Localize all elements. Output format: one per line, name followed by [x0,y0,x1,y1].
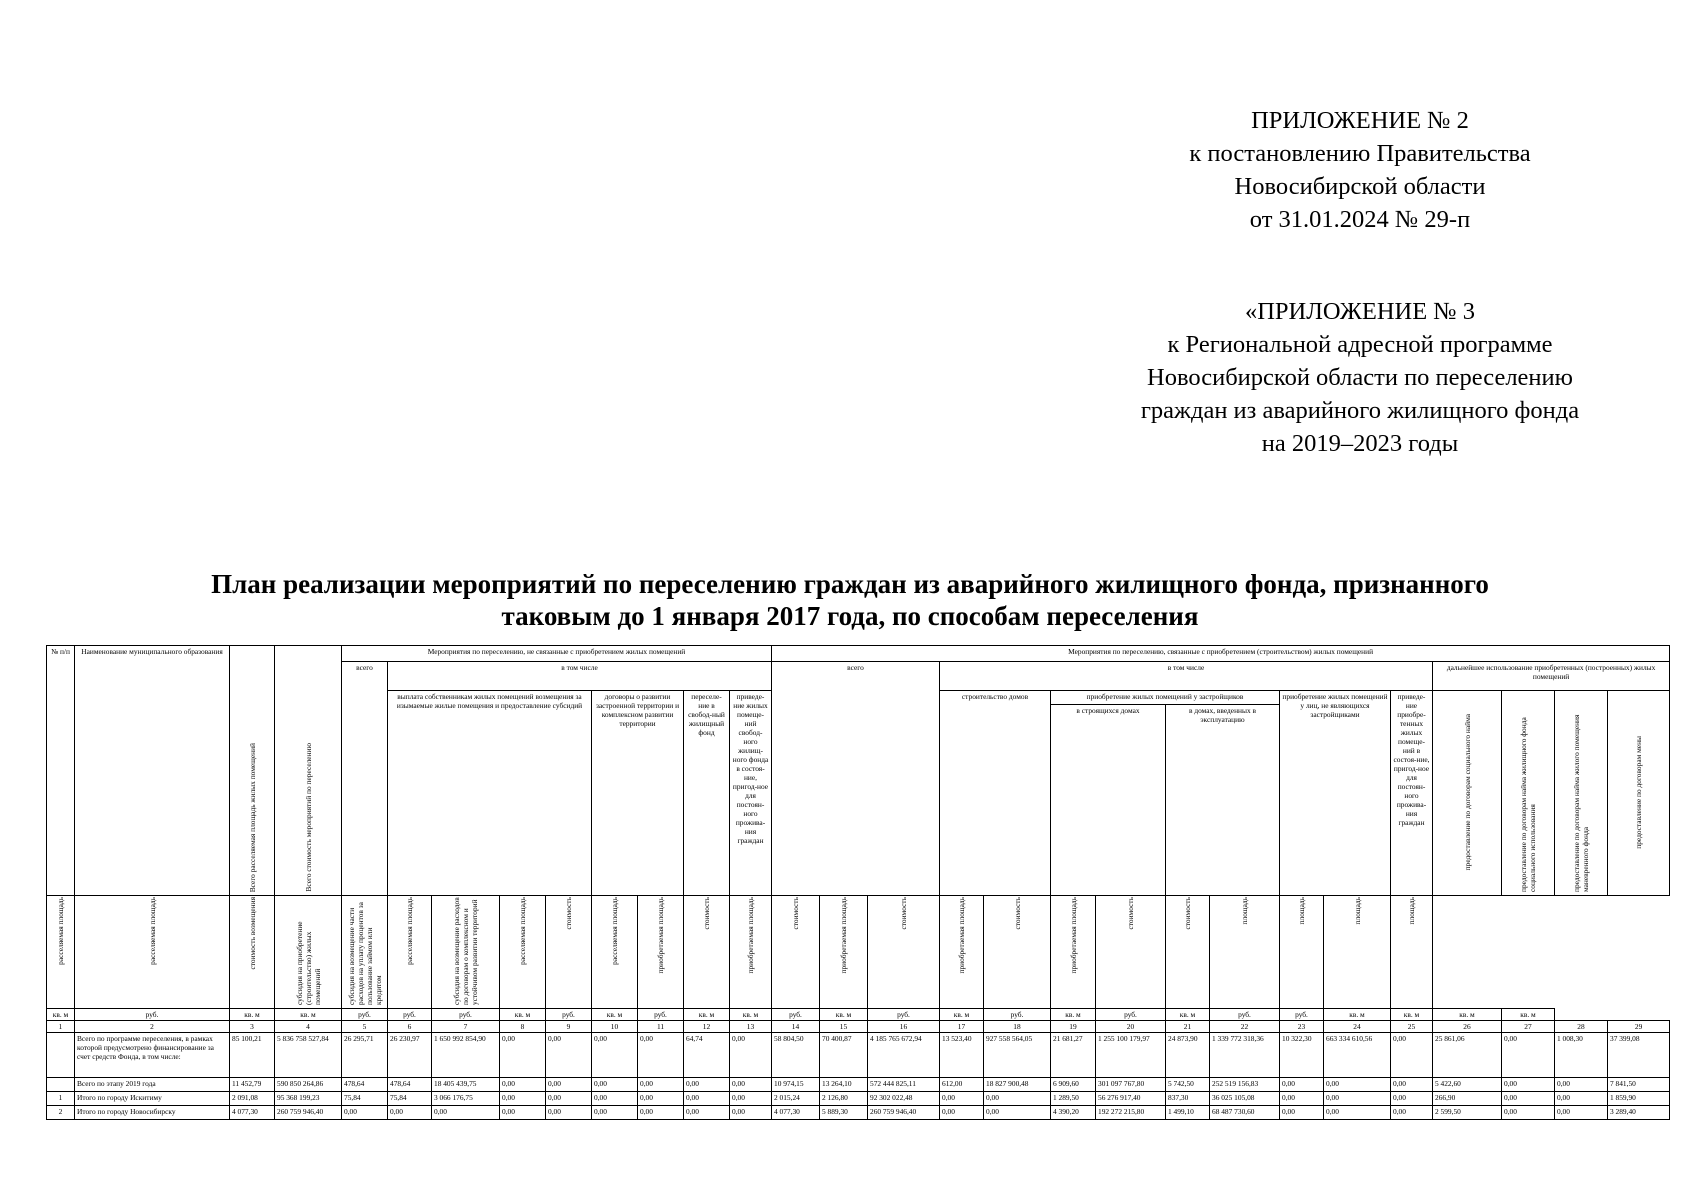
value-cell: 4 185 765 672,94 [868,1033,940,1078]
value-cell: 0,00 [684,1092,730,1106]
th-unit-3: кв. м [47,1009,75,1021]
value-cell: 192 272 215,80 [1096,1106,1166,1120]
th-sub-10: расселяемая площадь [388,896,432,1009]
appendix-3-line-1: «ПРИЛОЖЕНИЕ № 3 [1244,298,1476,325]
appendix-2-line-3: Новосибирской области [1234,173,1486,200]
th-commercial-social: предоставление по договорам найма жилищного фонда социального использования [1502,691,1555,896]
value-cell: 0,00 [730,1033,772,1078]
value-cell: 0,00 [1555,1092,1608,1106]
value-cell: 5 742,50 [1166,1078,1210,1092]
th-unit-19: кв. м [940,1009,984,1021]
value-cell: 3 289,40 [1608,1106,1670,1120]
value-cell: 0,00 [1502,1092,1555,1106]
th-sub-29: площадь [1391,896,1433,1009]
column-number: 27 [1502,1021,1555,1033]
value-cell: 36 025 105,08 [1210,1092,1280,1106]
th-unit-9: руб. [432,1009,500,1021]
th-unit-27: кв. м [1391,1009,1433,1021]
th-sub-24: стоимость [1096,896,1166,1009]
th-not-related-total: всего [342,662,388,896]
column-number: 19 [1051,1021,1096,1033]
value-cell: 301 097 767,80 [1096,1078,1166,1092]
th-unit-20: руб. [984,1009,1051,1021]
appendix-3-line-3: Новосибирской области по переселению [1147,364,1573,391]
value-cell: 0,00 [684,1078,730,1092]
th-sub-5: расселяемая площадь [47,896,75,1009]
value-cell: 1 008,30 [1555,1033,1608,1078]
row-number-cell [47,1033,75,1078]
column-number: 18 [984,1021,1051,1033]
value-cell: 0,00 [592,1106,638,1120]
th-sub-18: стоимость [772,896,820,1009]
plan-title [40,568,1660,632]
value-cell: 0,00 [984,1106,1051,1120]
table-row [47,1078,1670,1092]
value-cell: 0,00 [592,1033,638,1078]
th-sub-7: стоимость возмещения [230,896,275,1009]
th-bring-bought: приведе-ние приобре-тенных жилых помеще-ний в состоя-ние, пригод-ное для постоян-ного прожива-ния граждан [1391,691,1433,896]
column-number: 2 [75,1021,230,1033]
value-cell: 0,00 [730,1078,772,1092]
value-cell: 266,90 [1433,1092,1502,1106]
th-sub-20: стоимость [868,896,940,1009]
value-cell: 0,00 [500,1092,546,1106]
column-number: 11 [638,1021,684,1033]
value-cell: 75,84 [342,1092,388,1106]
value-cell: 837,30 [1166,1092,1210,1106]
value-cell: 37 399,08 [1608,1033,1670,1078]
th-unit-17: кв. м [820,1009,868,1021]
column-number: 8 [500,1021,546,1033]
value-cell: 5 889,30 [820,1106,868,1120]
value-cell: 0,00 [500,1106,546,1120]
appendix-2-line-4: от 31.01.2024 № 29-п [1249,206,1471,233]
th-sub-15: приобретаемая площадь [638,896,684,1009]
value-cell: 2 599,50 [1433,1106,1502,1120]
value-cell: 2 091,08 [230,1092,275,1106]
value-cell: 0,00 [1502,1106,1555,1120]
th-unit-5: кв. м [230,1009,275,1021]
value-cell: 663 334 610,56 [1324,1033,1391,1078]
table-row [47,1106,1670,1120]
value-cell: 252 519 156,83 [1210,1078,1280,1092]
value-cell: 0,00 [984,1092,1051,1106]
th-unit-13: руб. [638,1009,684,1021]
th-sub-8: субсидия на приобретение (строительство) жилых помещений [275,896,342,1009]
value-cell: 0,00 [546,1033,592,1078]
column-number: 26 [1433,1021,1502,1033]
municipality-cell: Итого по городу Искитиму [75,1092,230,1106]
th-unit-12: кв. м [592,1009,638,1021]
value-cell: 25 861,06 [1433,1033,1502,1078]
value-cell: 0,00 [546,1106,592,1120]
value-cell: 18 405 439,75 [432,1078,500,1092]
value-cell: 26 230,97 [388,1033,432,1078]
th-sub-16: стоимость [684,896,730,1009]
value-cell: 0,00 [1391,1033,1433,1078]
municipality-cell: Всего по этапу 2019 года [75,1078,230,1092]
th-unit-14: кв. м [684,1009,730,1021]
th-unit-11: руб. [546,1009,592,1021]
value-cell: 10 322,30 [1280,1033,1324,1078]
th-sub-12: расселяемая площадь [500,896,546,1009]
value-cell: 70 400,87 [820,1033,868,1078]
th-sub-25: стоимость [1166,896,1210,1009]
th-related: Мероприятия по переселению, связанные с приобретением (строительством) жилых помещений [772,646,1670,662]
value-cell: 0,00 [1324,1106,1391,1120]
value-cell: 2 015,24 [772,1092,820,1106]
value-cell: 1 650 992 854,90 [432,1033,500,1078]
value-cell: 2 126,80 [820,1092,868,1106]
value-cell: 0,00 [940,1106,984,1120]
th-unit-29: кв. м [1502,1009,1555,1021]
th-unit-10: кв. м [500,1009,546,1021]
th-sub-14: расселяемая площадь [592,896,638,1009]
value-cell: 0,00 [638,1078,684,1092]
value-cell: 612,00 [940,1078,984,1092]
column-number: 24 [1324,1021,1391,1033]
column-number: 17 [940,1021,984,1033]
value-cell: 0,00 [1280,1092,1324,1106]
value-cell: 1 499,10 [1166,1106,1210,1120]
th-unit-16: руб. [772,1009,820,1021]
th-sub-22: стоимость [984,896,1051,1009]
column-number: 4 [275,1021,342,1033]
value-cell: 0,00 [730,1106,772,1120]
th-sub-21: приобретаемая площадь [940,896,984,1009]
value-cell: 478,64 [342,1078,388,1092]
value-cell: 572 444 825,11 [868,1078,940,1092]
th-sub-11: субсидия на возмещение расходов по договорам о комплексном и устойчивом развитии территорий [432,896,500,1009]
th-buy-dev: приобретение жилых помещений у застройщиков [1051,691,1280,705]
value-cell: 5 836 758 527,84 [275,1033,342,1078]
plan-table [46,645,1670,1120]
value-cell: 4 077,30 [772,1106,820,1120]
row-number-cell: 1 [47,1092,75,1106]
value-cell: 7 841,50 [1608,1078,1670,1092]
value-cell: 68 487 730,60 [1210,1106,1280,1120]
th-unit-6: кв. м [275,1009,342,1021]
value-cell: 0,00 [500,1078,546,1092]
column-number: 21 [1166,1021,1210,1033]
column-number: 28 [1555,1021,1608,1033]
appendix-2-line-2: к постановлению Правительства [1189,140,1531,167]
value-cell: 0,00 [592,1092,638,1106]
column-number: 1 [47,1021,75,1033]
th-unit-25: руб. [1280,1009,1324,1021]
th-build: строительство домов [940,691,1051,896]
value-cell: 11 452,79 [230,1078,275,1092]
column-number: 22 [1210,1021,1280,1033]
value-cell: 1 859,90 [1608,1092,1670,1106]
th-dev-contracts: договоры о развитии застроенной территории и комплексном развитии территории [592,691,684,896]
value-cell: 0,00 [432,1106,500,1120]
column-number: 13 [730,1021,772,1033]
value-cell: 0,00 [684,1106,730,1120]
value-cell: 0,00 [546,1092,592,1106]
value-cell: 0,00 [638,1033,684,1078]
th-num: № п/п [47,646,75,896]
th-unit-15: кв. м [730,1009,772,1021]
th-related-total: всего [772,662,940,896]
column-number: 20 [1096,1021,1166,1033]
value-cell: 92 302 022,48 [868,1092,940,1106]
th-unit-28: кв. м [1433,1009,1502,1021]
value-cell: 3 066 176,75 [432,1092,500,1106]
row-number-cell [47,1078,75,1092]
th-unit-8: руб. [388,1009,432,1021]
th-unit-26: кв. м [1324,1009,1391,1021]
value-cell: 0,00 [1280,1106,1324,1120]
plan-title-line-2: таковым до 1 января 2017 года, по способам переселения [501,601,1199,631]
column-number: 7 [432,1021,500,1033]
th-related-incl: в том числе [940,662,1433,691]
value-cell: 13 523,40 [940,1033,984,1078]
th-sub-6: расселяемая площадь [75,896,230,1009]
value-cell: 260 759 946,40 [868,1106,940,1120]
column-number: 9 [546,1021,592,1033]
th-unit-24: руб. [1210,1009,1280,1021]
value-cell: 4 390,20 [1051,1106,1096,1120]
th-buy-built: в домах, введенных в эксплуатацию [1166,705,1280,896]
th-sub-27: площадь [1280,896,1324,1009]
value-cell: 260 759 946,40 [275,1106,342,1120]
value-cell: 18 827 900,48 [984,1078,1051,1092]
value-cell: 0,00 [1555,1078,1608,1092]
th-buy-building: в строящихся домах [1051,705,1166,896]
value-cell: 1 255 100 179,97 [1096,1033,1166,1078]
th-unit-23: кв. м [1166,1009,1210,1021]
plan-table-body [47,1021,1670,1120]
th-sub-9: субсидия на возмещение части расходов на уплату процентов за пользование займом или кредитом [342,896,388,1009]
column-numbers-row [47,1021,1670,1033]
value-cell: 927 558 564,05 [984,1033,1051,1078]
th-municipality: Наименование муниципального образования [75,646,230,896]
value-cell: 0,00 [1502,1033,1555,1078]
th-unit-7: руб. [342,1009,388,1021]
th-total-area: Всего расселяемая площадь жилых помещений [230,646,275,896]
th-sub-26: площадь [1210,896,1280,1009]
appendix-3-header [1090,295,1630,460]
value-cell: 0,00 [1391,1092,1433,1106]
th-buy-nondev: приобретение жилых помещений у лиц, не являющихся застройщиками [1280,691,1391,896]
value-cell: 0,00 [342,1106,388,1120]
th-social: предоставление по договорам социального найма [1433,691,1502,896]
column-number: 25 [1391,1021,1433,1033]
column-number: 29 [1608,1021,1670,1033]
plan-title-line-1: План реализации мероприятий по переселению граждан из аварийного жилищного фонда, признанного [211,569,1489,599]
value-cell: 24 873,90 [1166,1033,1210,1078]
value-cell: 1 289,50 [1051,1092,1096,1106]
value-cell: 58 804,50 [772,1033,820,1078]
column-number: 3 [230,1021,275,1033]
value-cell: 85 100,21 [230,1033,275,1078]
appendix-2-header [1150,104,1570,236]
value-cell: 0,00 [1324,1092,1391,1106]
value-cell: 64,74 [684,1033,730,1078]
column-number: 5 [342,1021,388,1033]
value-cell: 95 368 199,23 [275,1092,342,1106]
value-cell: 13 264,10 [820,1078,868,1092]
value-cell: 56 276 917,40 [1096,1092,1166,1106]
value-cell: 0,00 [1502,1078,1555,1092]
column-number: 6 [388,1021,432,1033]
th-maneuver: предоставление по договорам найма жилого помещения маневренного фонда [1555,691,1608,896]
appendix-3-line-4: граждан из аварийного жилищного фонда [1140,397,1580,424]
th-exchange: предоставление по договорам мены [1608,691,1670,896]
value-cell: 0,00 [1391,1106,1433,1120]
column-number: 12 [684,1021,730,1033]
th-sub-28: площадь [1324,896,1391,1009]
table-row [47,1033,1670,1078]
column-number: 15 [820,1021,868,1033]
table-row [47,1092,1670,1106]
th-payout: выплата собственникам жилых помещений возмещения за изымаемые жилые помещения и предоставление субсидий [388,691,592,896]
value-cell: 5 422,60 [1433,1078,1502,1092]
value-cell: 0,00 [1555,1106,1608,1120]
value-cell: 26 295,71 [342,1033,388,1078]
value-cell: 0,00 [546,1078,592,1092]
th-sub-19: приобретаемая площадь [820,896,868,1009]
column-number: 16 [868,1021,940,1033]
th-not-related-incl: в том числе [388,662,772,691]
value-cell: 1 339 772 318,36 [1210,1033,1280,1078]
column-number: 23 [1280,1021,1324,1033]
value-cell: 0,00 [638,1092,684,1106]
th-sub-17: приобретаемая площадь [730,896,772,1009]
column-number: 10 [592,1021,638,1033]
th-unit-22: руб. [1096,1009,1166,1021]
value-cell: 75,84 [388,1092,432,1106]
municipality-cell: Итого по городу Новосибирску [75,1106,230,1120]
value-cell: 0,00 [1324,1078,1391,1092]
th-unit-4: руб. [75,1009,230,1021]
value-cell: 6 909,60 [1051,1078,1096,1092]
value-cell: 0,00 [730,1092,772,1106]
appendix-3-line-5: на 2019–2023 годы [1261,430,1459,457]
th-unit-21: кв. м [1051,1009,1096,1021]
row-number-cell: 2 [47,1106,75,1120]
value-cell: 0,00 [940,1092,984,1106]
value-cell: 0,00 [592,1078,638,1092]
th-sub-13: стоимость [546,896,592,1009]
value-cell: 0,00 [638,1106,684,1120]
th-unit-18: руб. [868,1009,940,1021]
value-cell: 0,00 [388,1106,432,1120]
appendix-2-line-1: ПРИЛОЖЕНИЕ № 2 [1251,107,1469,134]
value-cell: 0,00 [1280,1078,1324,1092]
th-further-use: дальнейшее использование приобретенных (построенных) жилых помещений [1433,662,1670,691]
value-cell: 10 974,15 [772,1078,820,1092]
value-cell: 0,00 [500,1033,546,1078]
value-cell: 590 850 264,86 [275,1078,342,1092]
value-cell: 478,64 [388,1078,432,1092]
value-cell: 21 681,27 [1051,1033,1096,1078]
column-number: 14 [772,1021,820,1033]
appendix-3-line-2: к Региональной адресной программе [1167,331,1553,358]
th-free-stock: переселе-ние в свобод-ный жилищный фонд [684,691,730,896]
value-cell: 4 077,30 [230,1106,275,1120]
th-bring-free: приведе-ние жилых помеще-ний свобод-ного жилищ-ного фонда в состоя-ние, пригод-ное для постоян-ного прожива-ния граждан [730,691,772,896]
value-cell: 0,00 [1391,1078,1433,1092]
th-sub-23: приобретаемая площадь [1051,896,1096,1009]
th-not-related: Мероприятия по переселению, не связанные с приобретением жилых помещений [342,646,772,662]
th-total-cost: Всего стоимость мероприятий по переселению [275,646,342,896]
municipality-cell: Всего по программе переселения, в рамках которой предусмотрено финансирование за счет средств Фонда, в том числе: [75,1033,230,1078]
